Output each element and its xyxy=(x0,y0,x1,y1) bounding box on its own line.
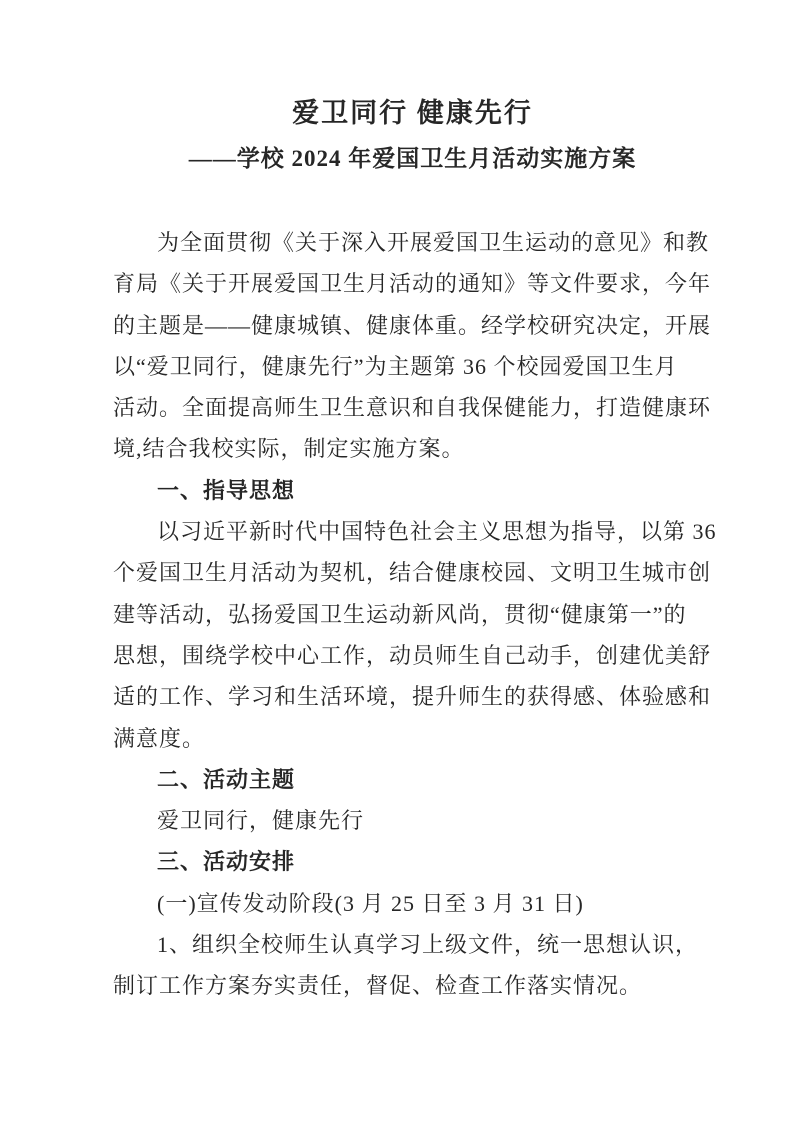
document-title: 爱卫同行 健康先行 xyxy=(292,98,533,128)
text-line: 建等活动，弘扬爱国卫生运动新风尚，贯彻“健康第一”的 xyxy=(113,601,687,627)
text-line: 爱卫同行，健康先行 xyxy=(157,808,365,834)
text-line: (一)宣传发动阶段(3 月 25 日至 3 月 31 日) xyxy=(157,890,584,916)
section-heading: 三、活动安排 xyxy=(157,849,296,875)
text-line: 境,结合我校实际，制定实施方案。 xyxy=(113,436,465,462)
text-line: 育局《关于开展爱国卫生月活动的通知》等文件要求，今年 xyxy=(113,271,712,297)
text-line: 制订工作方案夯实责任，督促、检查工作落实情况。 xyxy=(113,973,643,999)
text-line: 活动。全面提高师生卫生意识和自我保健能力，打造健康环 xyxy=(113,395,712,421)
text-line: 满意度。 xyxy=(113,725,206,751)
text-line: 思想，围绕学校中心工作，动员师生自己动手，创建优美舒 xyxy=(113,642,712,668)
text-line: 以“爱卫同行，健康先行”为主题第 36 个校园爱国卫生月 xyxy=(113,353,678,379)
text-line: 1、组织全校师生认真学习上级文件，统一思想认识， xyxy=(157,932,699,958)
text-line: 个爱国卫生月活动为契机，结合健康校园、文明卫生城市创 xyxy=(113,560,712,586)
section-heading: 二、活动主题 xyxy=(157,766,296,792)
text-line: 为全面贯彻《关于深入开展爱国卫生运动的意见》和教 xyxy=(157,230,710,255)
document-body xyxy=(113,222,717,1007)
text-line: 适的工作、学习和生活环境，提升师生的获得感、体验感和 xyxy=(113,684,712,710)
document-subtitle: ——学校 2024 年爱国卫生月活动实施方案 xyxy=(188,146,637,171)
text-line: 以习近平新时代中国特色社会主义思想为指导，以第 36 xyxy=(157,519,717,545)
text-line: 的主题是——健康城镇、健康体重。经学校研究决定，开展 xyxy=(113,312,712,338)
section-heading: 一、指导思想 xyxy=(157,477,296,503)
